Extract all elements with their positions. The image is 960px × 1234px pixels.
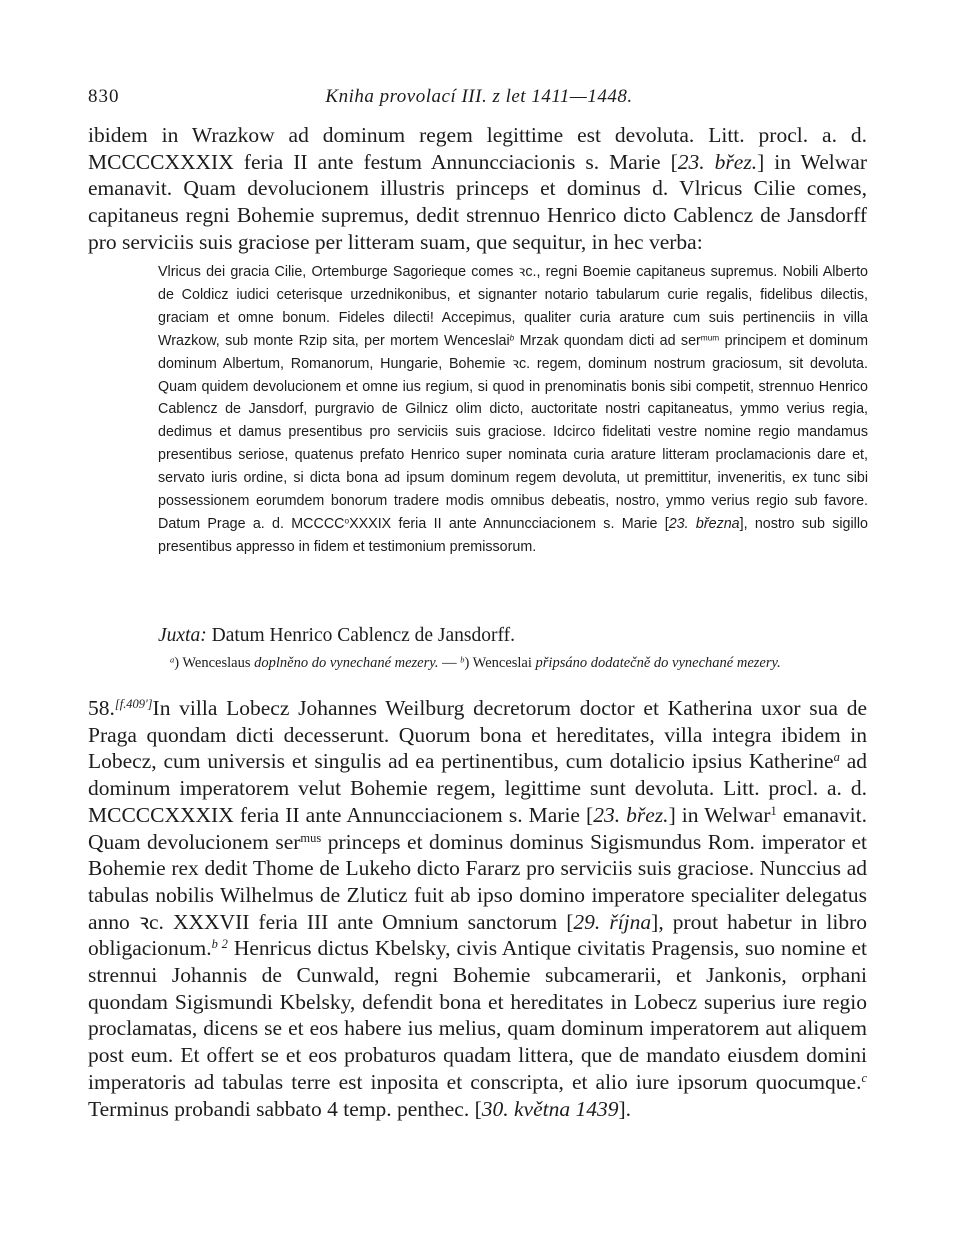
charter-text-4: XXXIX feria II ante Annuncciacionem s. Marie [: [349, 515, 669, 532]
footnote-marker: b: [509, 332, 515, 343]
date-annotation: 23. břez.: [677, 149, 758, 174]
footnote-sigil-b: b: [460, 655, 465, 665]
charter-text-5: ], nostro sub sigillo presentibus appresso in fidem et testimonium premissorum.: [158, 515, 868, 555]
entry-text-2: ad dominum imperatorem velut Bohemie regem, legittime sunt devoluta. Litt. procl. a. d. MCCCCXXXIX feria II ante Annuncciacionem s. Marie [: [88, 749, 868, 827]
charter-text-2: Mrzak quondam dicti ad ser: [514, 332, 701, 349]
abbreviation-superscript: o: [344, 515, 350, 526]
date-annotation: 23. března: [668, 515, 740, 532]
entry-text-8: Terminus probandi sabbato 4 temp. penthec. [: [88, 1096, 482, 1121]
footnote-marker: b 2: [211, 937, 228, 952]
juxta-label: Juxta:: [158, 625, 207, 646]
folio-reference: [f.409']: [114, 697, 153, 712]
entry-text-7: Henricus dictus Kbelsky, civis Antique civitatis Pragensis, suo nomine et strennui Johannis de Cunwald, regni Bohemie subcamerarii, et Jankonis, orphani quondam Sigismundi Kbelsky, defendit bona et hereditates in Lobecz superius iure regio proclamatas, dicens se et eos habere ius melius, quam dominum imperatorem aut aliquem post eum. Et offert se et eos probaturos quadam littera, que de mandato eiusdem domini imperatoris ad tabulas terre est inposita et conscripta, et alio iure ipsorum quocumque.: [88, 936, 867, 1094]
charter-text-3: principem et dominum dominum Albertum, Romanorum, Hungarie, Bohemie ꝛc. regem, dominum nostrum graciosum, sit devoluta. Quam quidem devolucionem et omne ius regium, si quod in prenominatis bonis sibi competit, strennuo Henrico Cablencz de Jansdorf, purgravio de Gilnicz olim dicto, auctoritate nostri capitaneatus, ymmo verius regia, dedimus et damus presentibus pro serviciis suis graciose. Idcirco fidelitati vestre nomine regio mandamus presentibus seriose, quatenus prefato Henrico super nominata curia arature litteram proclamacionis dare et, servato iuris ordine, si dicta bona ad ipsum dominum regem devoluta, ut premittitur, inveneritis, ex tunc sibi possessionem eorumdem bonorum tradere modis omnibus debeatis, nostro, ymmo verius regio sub favore. Datum Prage a. d. MCCCC: [158, 332, 868, 532]
paragraph-continuation: [88, 122, 867, 256]
footnote-b-word: ) Wenceslai: [464, 655, 536, 671]
date-annotation: 29. října: [573, 909, 652, 934]
page-number: 830: [88, 86, 120, 107]
charter-quotation: [158, 261, 868, 559]
entry-text-5: princeps et dominus dominus Sigismundus Rom. imperator et Bohemie rex dedit Thome de Lukeho dicto Fararz pro serviciis suis graciose. Nunccius ad tabulas nobilis Wilhelmus de Zluticz fuit ab ipso domino imperatore specialiter delegatus anno ꝛc. XXXVII feria III ante Omnium sanctorum [: [88, 829, 867, 934]
entry-text-1: In villa Lobecz Johannes Weilburg decretorum doctor et Katherina uxor sua de Praga quondam dicti decesserunt. Quorum bona et hereditates, villa integra ibidem in Lobecz, cum universis et singulis ad ea pertinentibus, cum dotalicio ipsius Katherine: [88, 696, 867, 774]
abbreviation-superscript: mum: [700, 332, 720, 343]
page-header: [88, 86, 870, 110]
entry-text-3: ] in Welwar: [668, 802, 771, 827]
footnote-marker: c: [861, 1071, 867, 1085]
running-head: Kniha provolací III. z let 1411—1448.: [325, 86, 633, 107]
date-annotation: 23. břez.: [593, 802, 669, 827]
juxta-note: [158, 625, 515, 647]
footnote-marker: a: [833, 750, 840, 765]
footnote-a-word: ) Wenceslaus: [174, 655, 255, 671]
abbreviation-superscript: mus: [300, 830, 322, 845]
entry-text-4: emanavit. Quam devolucionem ser: [88, 802, 867, 854]
para1-text: ibidem in Wrazkow ad dominum regem legittime est devoluta. Litt. procl. a. d. MCCCCXXXIX feria II ante festum Annuncciacionis s. Marie [: [88, 123, 867, 174]
footnote-b-text: připsáno dodatečně do vynechané mezery.: [535, 655, 781, 671]
entry-58: [88, 695, 867, 1122]
footnote-sigil-a: a: [170, 655, 175, 665]
footnote-separator: —: [438, 655, 461, 671]
juxta-text: Datum Henrico Cablencz de Jansdorff.: [206, 625, 516, 646]
footnote-marker: 1: [770, 803, 777, 818]
footnotes: [170, 655, 781, 672]
entry-number: 58.: [88, 696, 115, 720]
footnote-a-text: doplněno do vynechané mezery.: [254, 655, 439, 671]
entry-text-6: ], prout habetur in libro obligacionum.: [88, 909, 867, 961]
charter-text-1: Vlricus dei gracia Cilie, Ortemburge Sagorieque comes ꝛc., regni Boemie capitaneus supremus. Nobili Alberto de Coldicz iudici ceterisque urzednikonibus, et signanter notario tabularum curie regalis, fidelibus dilectis, graciam et omne bonum. Fideles dilecti! Accepimus, qualiter curia arature cum suis pertinenciis in villa Wrazkow, sub monte Rzip sita, per mortem Wenceslai: [158, 264, 868, 349]
entry-text-9: ].: [618, 1096, 632, 1121]
date-annotation: 30. května 1439: [481, 1096, 619, 1121]
para1-text-2: ] in Welwar emanavit. Quam devolucionem illustris princeps et dominus d. Vlricus Cilie comes, capitaneus regni Bohemie supremus, dedit strennuo Henrico dicto Cablencz de Jansdorff pro serviciis suis graciose per litteram suam, que sequitur, in hec verba:: [88, 149, 867, 254]
